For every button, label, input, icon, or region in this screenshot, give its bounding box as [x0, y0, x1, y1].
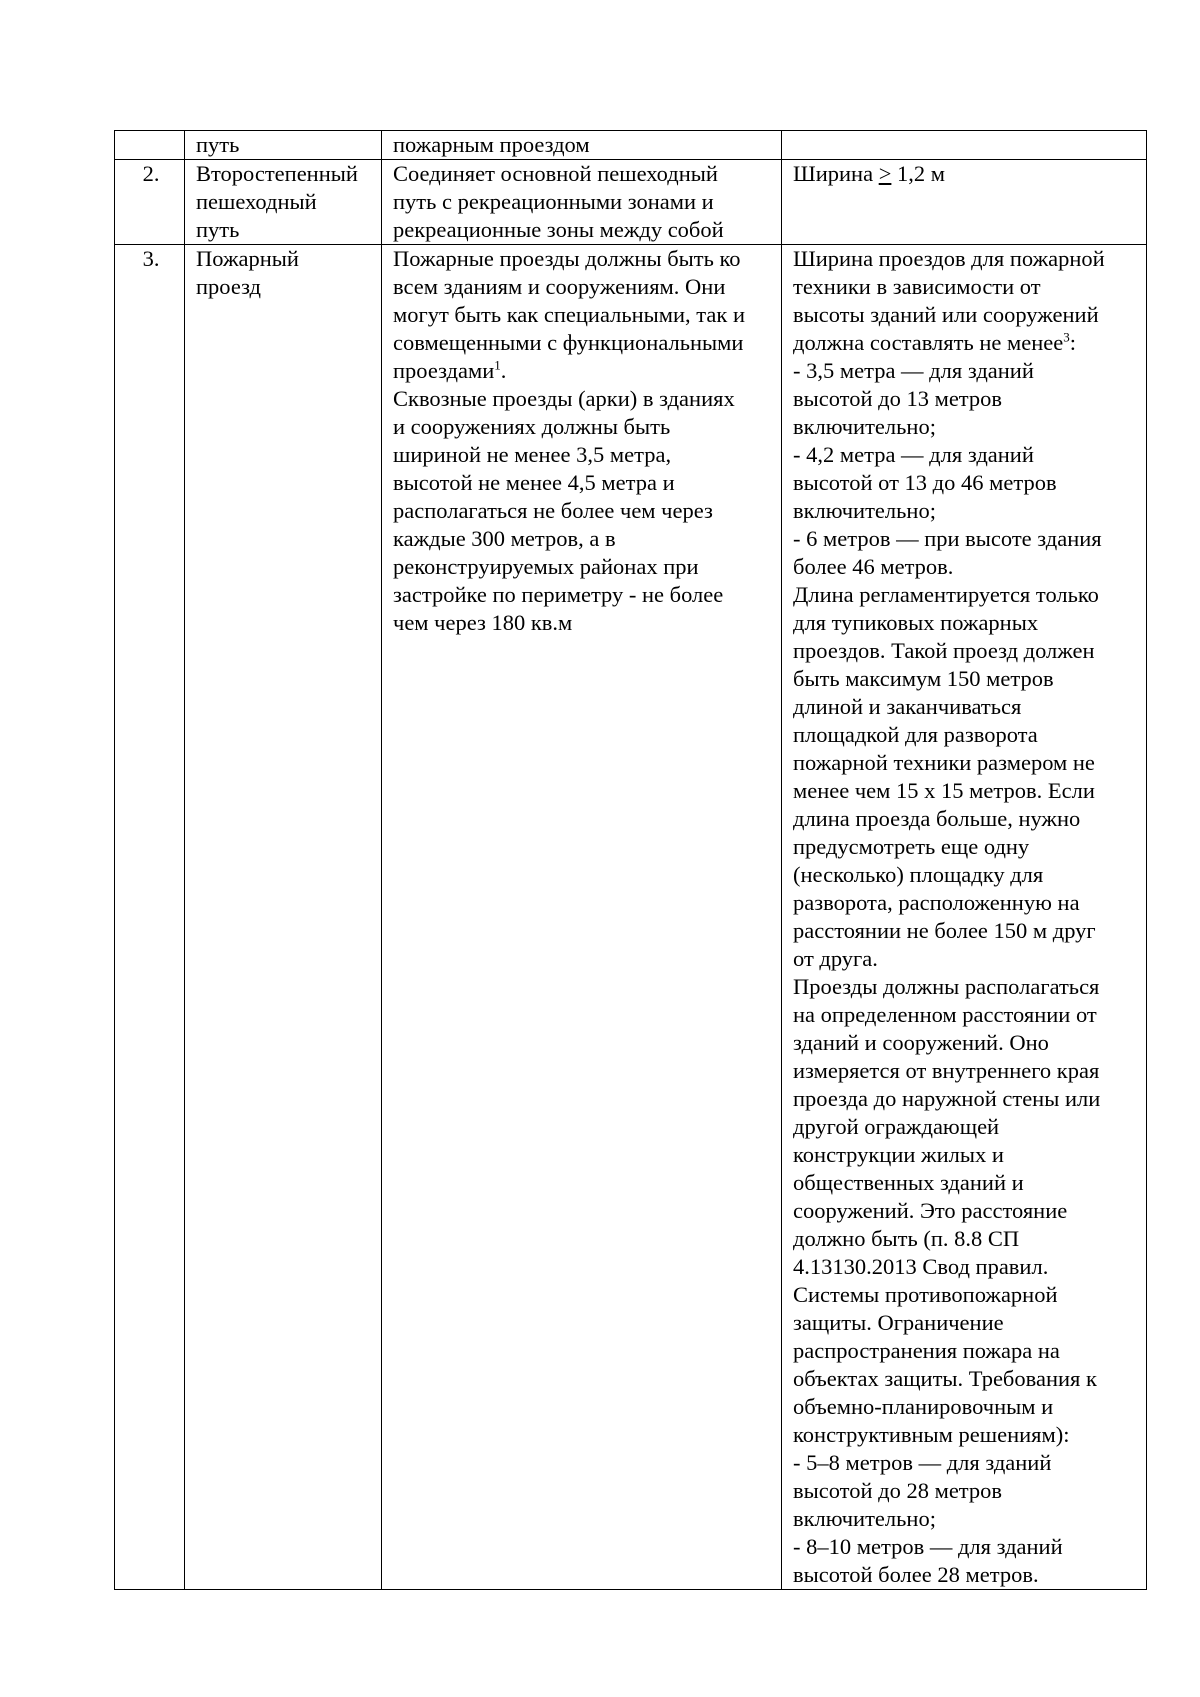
cell-text-line: высоты зданий или сооружений [793, 302, 1099, 327]
cell-text-line: техники в зависимости от [793, 274, 1041, 299]
cell-text-line: объектах защиты. Требования к [793, 1366, 1097, 1391]
cell-text-line: зданий и сооружений. Оно [793, 1030, 1049, 1055]
cell-text-line: застройке по периметру - не более [393, 582, 724, 607]
requirement-cell [782, 131, 1147, 160]
cell-text-line: проездами$^1$. [393, 357, 507, 383]
cell-text-line: высотой до 28 метров [793, 1478, 1003, 1503]
cell-text-line: быть максимум 150 метров [793, 666, 1054, 691]
name-cell [185, 160, 382, 245]
cell-text-line: высотой до 13 метров [793, 386, 1003, 411]
cell-text-line: и сооружениях должны быть [393, 414, 671, 439]
cell-text-line: Пожарный [196, 246, 299, 271]
cell-text-line: должно быть (п. 8.8 СП [793, 1226, 1020, 1251]
description-cell [382, 245, 782, 1590]
width-requirement: Ширина > 1,2 м [793, 161, 946, 186]
cell-text-line: - 3,5 метра — для зданий [793, 358, 1034, 383]
cell-text-line: - 4,2 метра — для зданий [793, 442, 1034, 467]
table-row [115, 160, 1147, 245]
cell-text-line: - 6 метров — при высоте здания [793, 526, 1102, 551]
greater-or-equal-symbol: > [878, 161, 892, 186]
cell-text-line: пожарной техники размером не [793, 750, 1095, 775]
cell-text-line: другой ограждающей [793, 1114, 1000, 1139]
cell-text-line: конструктивным решениям): [793, 1422, 1070, 1447]
row-number: 3. [142, 246, 160, 271]
cell-text-line: высотой более 28 метров. [793, 1562, 1039, 1587]
cell-text-line: предусмотреть еще одну [793, 834, 1030, 859]
cell-text-line: распространения пожара на [793, 1338, 1060, 1363]
requirement-cell [782, 160, 1147, 245]
cell-text-line: - 5–8 метров — для зданий [793, 1450, 1052, 1475]
cell-text-line: включительно; [793, 498, 936, 523]
cell-text-line: проездов. Такой проезд должен [793, 638, 1095, 663]
cell-text-line: длина проезда больше, нужно [793, 806, 1081, 831]
cell-text-line: высотой от 13 до 46 метров [793, 470, 1057, 495]
cell-text-line: рекреационные зоны между собой [393, 217, 724, 242]
cell-text-line: для тупиковых пожарных [793, 610, 1039, 635]
name-cell [185, 245, 382, 1590]
cell-text-line: общественных зданий и [793, 1170, 1024, 1195]
row-number-cell [115, 160, 185, 245]
cell-text-line: Проезды должны располагаться [793, 974, 1100, 999]
cell-text-line: измеряется от внутреннего края [793, 1058, 1100, 1083]
cell-text-line: Соединяет основной пешеходный [393, 161, 718, 186]
cell-text-line: каждые 300 метров, а в [393, 526, 616, 551]
cell-text-line: от друга. [793, 946, 878, 971]
row-number-cell [115, 131, 185, 160]
cell-text-line: на определенном расстоянии от [793, 1002, 1097, 1027]
cell-text-line: совмещенными с функциональными [393, 330, 744, 355]
cell-text-line: путь с рекреационными зонами и [393, 189, 714, 214]
table-row [115, 245, 1147, 1590]
requirements-table [114, 130, 1147, 1590]
cell-text-line: площадкой для разворота [793, 722, 1038, 747]
cell-text-line: Ширина проездов для пожарной [793, 246, 1105, 271]
cell-text-line: высотой не менее 4,5 метра и [393, 470, 675, 495]
cell-text-line: 4.13130.2013 Свод правил. [793, 1254, 1049, 1279]
cell-text-line: всем зданиям и сооружениям. Они [393, 274, 726, 299]
table-row [115, 131, 1147, 160]
cell-text-line: включительно; [793, 414, 936, 439]
cell-text-line: могут быть как специальными, так и [393, 302, 745, 327]
cell-text-line: включительно; [793, 1506, 936, 1531]
cell-text-line: (несколько) площадку для [793, 862, 1044, 887]
description-cell [382, 131, 782, 160]
cell-text-line: - 8–10 метров — для зданий [793, 1534, 1063, 1559]
cell-text-line: конструкции жилых и [793, 1142, 1004, 1167]
cell-text-line: шириной не менее 3,5 метра, [393, 442, 672, 467]
cell-text-line: более 46 метров. [793, 554, 954, 579]
cell-text-line: проезда до наружной стены или [793, 1086, 1101, 1111]
cell-text-line: длиной и заканчиваться [793, 694, 1022, 719]
cell-text-line: путь [196, 132, 240, 157]
cell-text-line: проезд [196, 274, 262, 299]
cell-text-line: пожарным проездом [393, 132, 590, 157]
row-number: 2. [142, 161, 160, 186]
cell-text-line: объемно-планировочным и [793, 1394, 1054, 1419]
cell-text-line: Длина регламентируется только [793, 582, 1099, 607]
cell-text-line [793, 131, 1138, 159]
cell-text-line: Пожарные проезды должны быть ко [393, 246, 741, 271]
cell-text-line: чем через 180 кв.м [393, 610, 573, 635]
cell-text-line: разворота, расположенную на [793, 890, 1080, 915]
footnote-marker: 3 [1063, 329, 1070, 345]
cell-text-line: Сквозные проезды (арки) в зданиях [393, 386, 735, 411]
footnote-marker: 1 [494, 357, 501, 373]
cell-text-line: реконструируемых районах при [393, 554, 699, 579]
cell-text-line: защиты. Ограничение [793, 1310, 1004, 1335]
description-cell [382, 160, 782, 245]
cell-text-line: должна составлять не менее$^3$: [793, 329, 1076, 355]
cell-text-line: расстоянии не более 150 м друг [793, 918, 1096, 943]
cell-text-line: сооружений. Это расстояние [793, 1198, 1068, 1223]
cell-text-line: путь [196, 217, 240, 242]
cell-text-line: Системы противопожарной [793, 1282, 1058, 1307]
name-cell [185, 131, 382, 160]
cell-text-line: располагаться не более чем через [393, 498, 713, 523]
cell-text-line: пешеходный [196, 189, 317, 214]
row-number-cell [115, 245, 185, 1590]
requirement-cell [782, 245, 1147, 1590]
cell-text-line: Второстепенный [196, 161, 358, 186]
cell-text-line: менее чем 15 х 15 метров. Если [793, 778, 1095, 803]
